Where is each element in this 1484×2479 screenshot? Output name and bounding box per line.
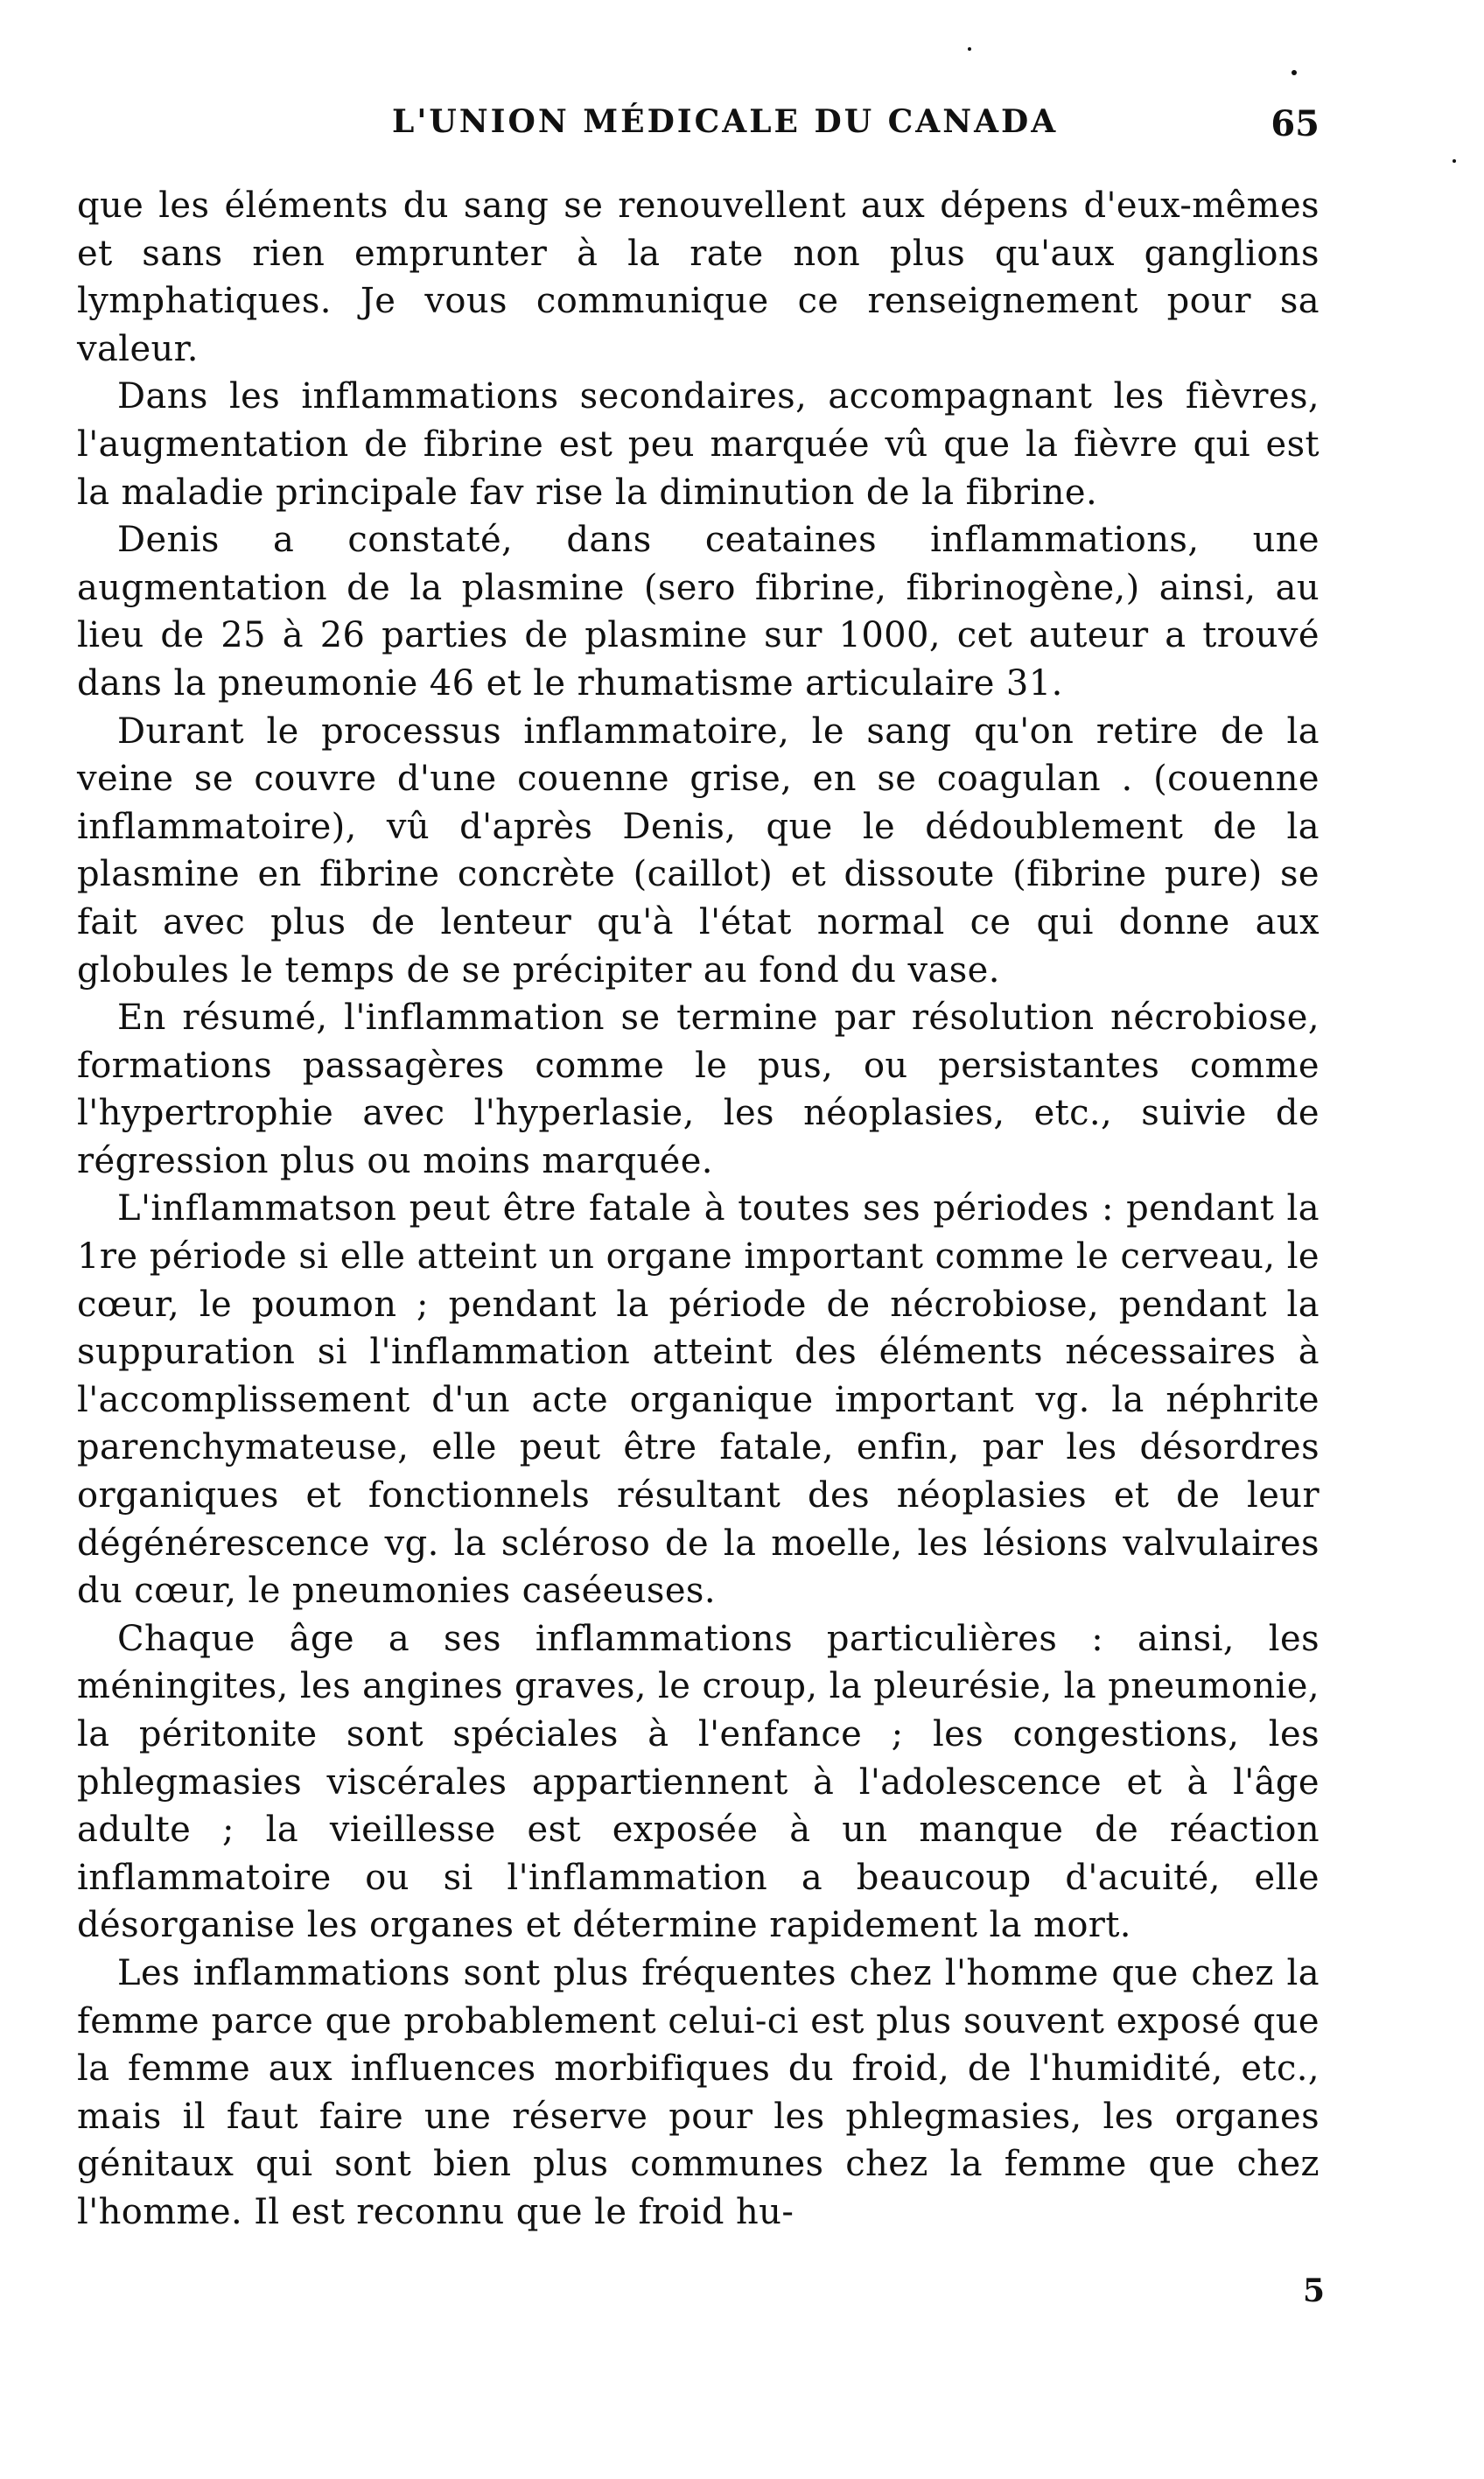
paragraph: Les inflammations sont plus fréquentes chez l'homme que chez la femme parce que probablement celui-ci est plus souvent exposé que la femme aux influences morbifiques du froid, de l'humidité, etc., mais il faut faire une réserve pour les phlegmasies, les organes génitaux qui sont bien plus communes chez la femme que chez l'homme. Il est reconnu que le froid hu- (77, 1952, 1320, 2232)
running-header (77, 103, 1320, 156)
journal-title: L'UNION MÉDICALE DU CANADA (392, 103, 1059, 140)
paragraph: Chaque âge a ses inflammations particulières : ainsi, les méningites, les angines graves, le croup, la pleurésie, la pneumonie, la péritonite sont spéciales à l'enfance ; les congestions, les phlegmasies viscérales appartiennent à l'adolescence et à l'âge adulte ; la vieillesse est exposée à un manque de réaction inflammatoire ou si l'inflammation a beaucoup d'acuité, elle désorganise les organes et détermine rapidement la mort. (77, 1618, 1320, 1946)
ink-speck-right (1292, 70, 1297, 75)
ink-speck-top (968, 47, 971, 51)
paragraph: En résumé, l'inflammation se termine par résolution nécrobiose, formations passagères comme le pus, ou persistantes comme l'hypertrophie avec l'hyperlasie, les néoplasies, etc., suivie de régression plus ou moins marquée. (77, 998, 1320, 1181)
article-body (77, 182, 1320, 2237)
ink-speck-margin (1452, 159, 1456, 163)
page-number: 65 (1270, 103, 1320, 144)
paragraph: Durant le processus inflammatoire, le sang qu'on retire de la veine se couvre d'une couenne grise, en se coagulan . (couenne inflammatoire), vû d'après Denis, que le dédoublement de la plasmine en fibrine concrète (caillot) et dissoute (fibrine pure) se fait avec plus de lenteur qu'à l'état normal ce qui donne aux globules le temps de se précipiter au fond du vase. (77, 711, 1320, 991)
signature-mark: 5 (1302, 2272, 1325, 2309)
paragraph: que les éléments du sang se renouvellent aux dépens d'eux-mêmes et sans rien emprunter à la rate non plus qu'aux ganglions lymphatiques. Je vous communique ce renseignement pour sa valeur. (77, 186, 1320, 369)
paragraph: L'inflammatson peut être fatale à toutes ses périodes : pendant la 1re période si elle atteint un organe important comme le cerveau, le cœur, le poumon ; pendant la période de nécrobiose, pendant la suppuration si l'inflammation atteint des éléments nécessaires à l'accomplissement d'un acte organique important vg. la néphrite parenchymateuse, elle peut être fatale, enfin, par les désordres organiques et fonctionnels résultant des néoplasies et de leur dégénérescence vg. la scléroso de la moelle, les lésions valvulaires du cœur, le pneumonies caséeuses. (77, 1188, 1320, 1612)
paragraph: Denis a constaté, dans ceataines inflammations, une augmentation de la plasmine (sero fibrine, fibrinogène,) ainsi, au lieu de 25 à 26 parties de plasmine sur 1000, cet auteur a trouvé dans la pneumonie 46 et le rhumatisme articulaire 31. (77, 520, 1320, 704)
paragraph: Dans les inflammations secondaires, accompagnant les fièvres, l'augmentation de fibrine est peu marquée vû que la fièvre qui est la maladie principale fav rise la diminution de la fibrine. (77, 376, 1320, 513)
